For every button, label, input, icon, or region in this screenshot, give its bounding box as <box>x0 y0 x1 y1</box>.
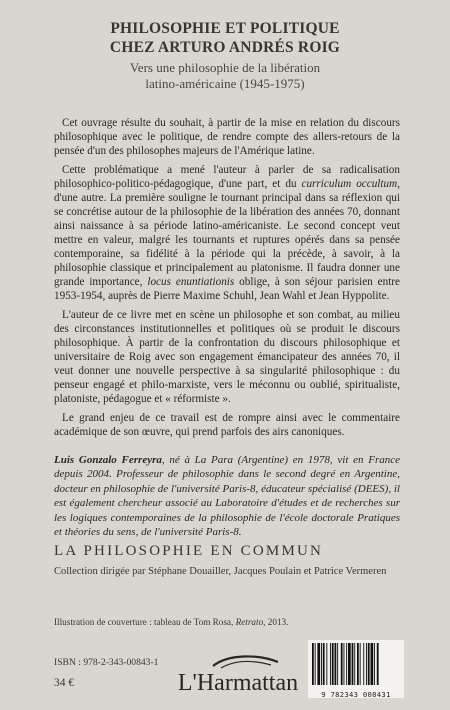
summary-paragraph-4: Le grand enjeu de ce travail est de rompre ainsi avec le commentaire académique de son œuvre, qui prend parfois des airs canoniques. <box>54 412 400 438</box>
barcode-bar <box>315 643 316 685</box>
subtitle-line-2: latino-américaine (1945-1975) <box>145 76 305 91</box>
subtitle-line-1: Vers une philosophie de la libération <box>129 60 321 75</box>
title-line-1: PHILOSOPHIE ET POLITIQUE <box>110 20 340 37</box>
barcode-bar <box>341 643 343 685</box>
barcode-bar <box>377 643 379 685</box>
series-directors: Collection dirigée par Stéphane Douailler, Jacques Poulain et Patrice Vermeren <box>54 566 387 577</box>
barcode-bar <box>321 643 322 685</box>
barcode-bar <box>360 643 361 685</box>
logo-swoosh-2 <box>221 662 271 668</box>
book-title <box>0 19 450 57</box>
barcode-bar <box>357 643 359 685</box>
barcode-bar <box>352 643 354 685</box>
barcode-bar <box>323 643 325 685</box>
illustration-suffix: , 2013. <box>263 617 289 627</box>
p2-term-locus: locus enuntiationis <box>147 276 235 288</box>
barcode-bar <box>354 643 355 685</box>
barcode-bar <box>348 643 351 685</box>
summary-paragraph-2 <box>54 163 400 303</box>
barcode-bar <box>335 643 337 685</box>
barcode-bar <box>312 643 314 685</box>
author-bio <box>54 453 400 539</box>
p2-part-e: oblige, à son séjour parisien entre 1953-1954, auprès de Pierre Maxime Schuhl, Jean Wahl et Jean Hyppolite. <box>54 276 400 302</box>
publisher-logo <box>173 652 303 696</box>
barcode-bar <box>326 643 327 685</box>
p2-part-a: Cette problématique a mené l'auteur à parler de sa radicalisation philosophico-politico-pédagogique, d'une part, et du <box>54 164 400 190</box>
barcode-bar <box>366 643 367 685</box>
barcode-bar <box>363 643 364 685</box>
book-subtitle <box>0 60 450 92</box>
p2-term-curriculum: curriculum occultum <box>301 178 398 190</box>
author-bio-text: , né à La Para (Argentine) en 1978, vit en France depuis 2004. Professeur de philosophie dans le second degré en Argentine, docteur en philosophie de l'université Paris-8, éducateur spécialisé (DEES), il est également chercheur associé au Laboratoire d'études et de recherches sur les logiques contemporaines de la philosophie de l'école doctorale Pratiques et théories du sens, de l'université Paris-8. <box>54 454 400 539</box>
series-name: LA PHILOSOPHIE EN COMMUN <box>54 543 324 559</box>
illustration-prefix: Illustration de couverture : tableau de Tom Rosa, <box>54 617 236 627</box>
barcode-digits: 9 782343 008431 <box>321 690 391 699</box>
illustration-work: Retrato <box>235 617 264 627</box>
isbn: ISBN : 978-2-343-00843-1 <box>54 657 159 668</box>
barcode-bar <box>330 643 331 685</box>
barcode-bar <box>337 643 338 685</box>
price: 34 € <box>54 677 75 689</box>
cover-illustration-credit <box>54 617 400 627</box>
barcode-bar <box>374 643 375 685</box>
barcode-bar <box>346 643 347 685</box>
barcode-bars <box>308 640 404 688</box>
summary-text <box>54 116 400 444</box>
summary-paragraph-3: L'auteur de ce livre met en scène un philosophe et son combat, au milieu des circonstances institutionnelles et politiques où se produit le discours philosophique. À partir de la confrontation du discours philosophique et universitaire de Roig avec son engagement émancipateur des années 70, il veut donner une nouvelle perspective à sa singularité philosophique : du penseur engagé et philo-marxiste, vers le méconnu ou oublié, spiritualiste, platoniste, pédagogue et « réformiste ». <box>54 309 400 405</box>
summary-paragraph-1: Cet ouvrage résulte du souhait, à partir de la mise en relation du discours philosophique avec le politique, de rendre compte des allers-retours de la pensée d'un des philosophes majeurs de l'Amérique latine. <box>54 117 400 157</box>
author-name: Luis Gonzalo Ferreyra <box>54 454 162 466</box>
barcode-bar <box>344 643 345 685</box>
barcode-bar <box>332 643 334 685</box>
publisher-name: L'Harmattan <box>177 670 299 696</box>
barcode-bar <box>368 643 370 685</box>
barcode-bar <box>317 643 320 685</box>
p2-part-c: , d'une autre. La première souligne le tournant principal dans sa réflexion qui se concrétise autour de la philosophie de la libération des années 70, donnant ainsi naissance à sa période latino-américaniste. Le second concept veut mettre en valeur, malgré les tournants et ruptures opérés dans sa pensée contemporaine, sa fidélité à la période qui la précède, à savoir, à la philosophie classique et principalement au platonisme. Il faudra donner une grande importance, <box>54 178 400 288</box>
title-line-2: CHEZ ARTURO ANDRÉS ROIG <box>109 39 341 56</box>
barcode-bar <box>371 643 374 685</box>
